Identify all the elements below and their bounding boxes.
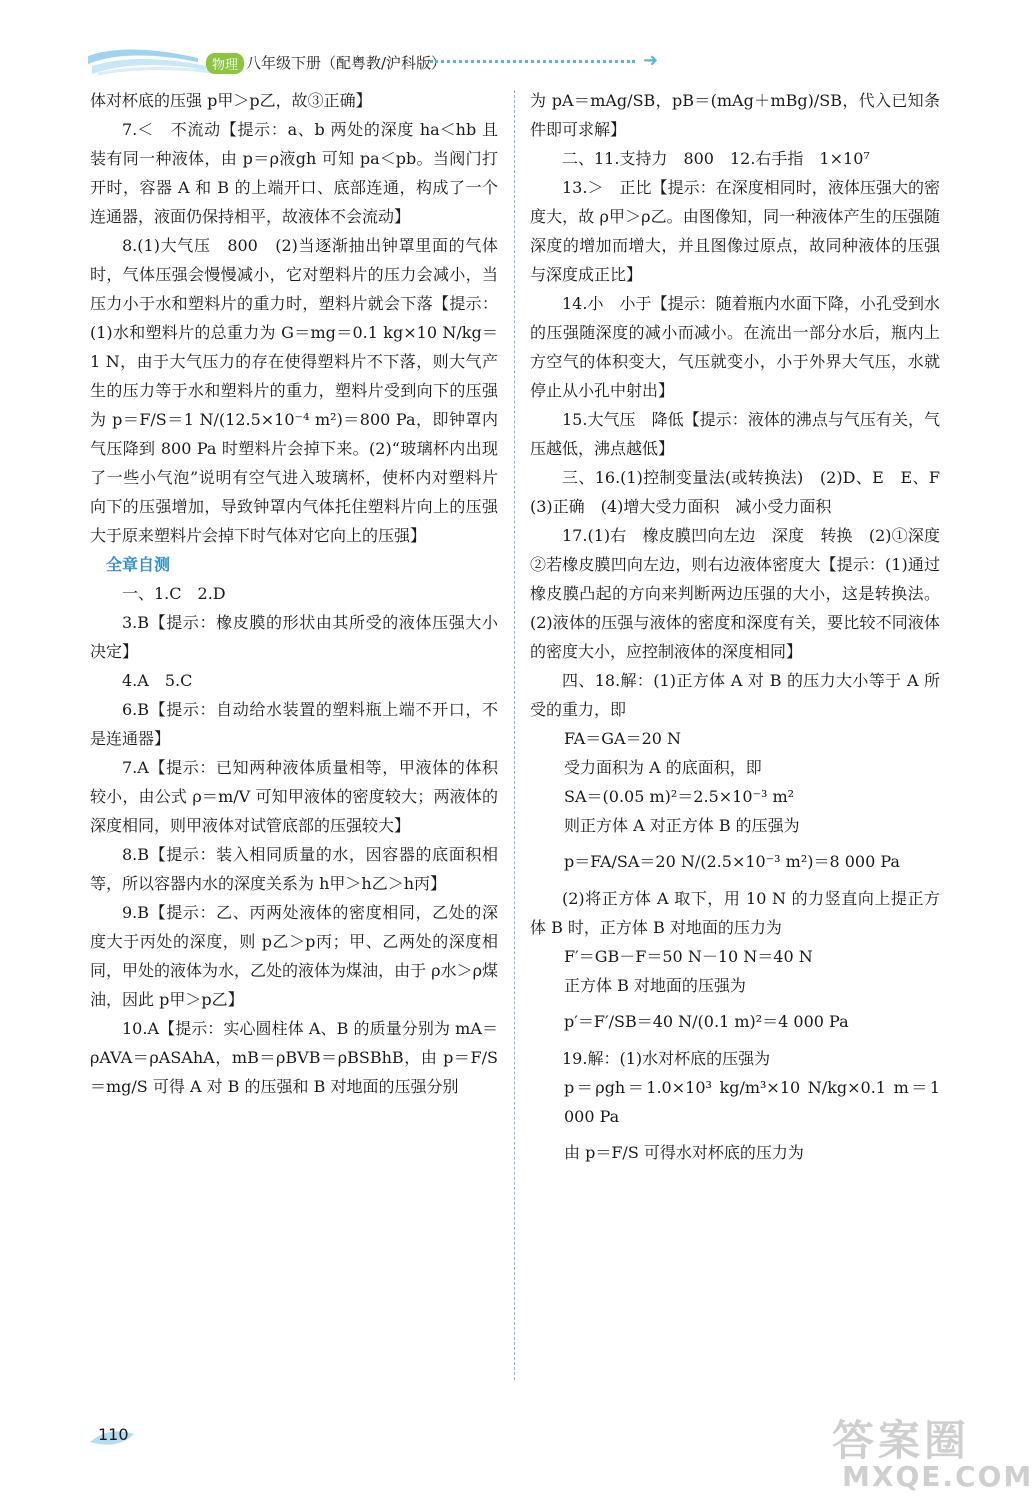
watermark-logo: 答案圈: [832, 1416, 971, 1465]
answer-13: 13.＞ 正比【提示：在深度相同时，液体压强大的密度大，故 ρ甲＞ρ乙。由图像知，同一种液体产生的压强随深度的增加而增大，并且图像过原点，故同种液体的压强与深度成正比】: [530, 178, 940, 284]
answer-8b: 8.B【提示：装入相同质量的水，因容器的底面积相等，所以容器内水的深度关系为 h甲＞h乙＞h丙】: [90, 845, 498, 893]
page-number: [88, 1420, 138, 1450]
answer-19: 19.解：(1)水对杯底的压强为: [562, 1049, 771, 1068]
solution-line: 则正方体 A 对正方体 B 的压强为: [564, 816, 800, 835]
solution-line: (2)将正方体 A 取下，用 10 N 的力竖直向上提正方体 B 时，正方体 B 对地面的压力为: [530, 889, 940, 937]
right-column: [530, 86, 957, 1175]
answer-8: 8.(1)大气压 800 (2)当逐渐抽出钟罩里面的气体时，气体压强会慢慢减小，它对塑料片的压力会减小，当压力小于水和塑料片的重力时，塑料片就会下落【提示：(1)水和塑料片的总重力为 G＝mg＝0.1 kg×10 N/kg＝1 N，由于大气压力的存在使得塑料片不下落，则大气产生的压力等于水和塑料片的重力，塑料片受到向下的压强为 p＝F/S＝1 N/(12.5×10⁻⁴ m²)＝800 Pa，即钟罩内气压降到 800 Pa 时塑料片会掉下来。(2)“玻璃杯内出现了一些小气泡”说明有空气进入玻璃杯，使杯内对塑料片向下的压强增加，导致钟罩内气体托住塑料片向上的压强大于原来塑料片会掉下时气体对它向上的压强】: [90, 236, 498, 545]
answer-3: 3.B【提示：橡皮膜的形状由其所受的液体压强大小决定】: [90, 613, 498, 661]
answer-17: 17.(1)右 橡皮膜凹向左边 深度 转换 (2)①深度 ②若橡皮膜凹向左边，则右边液体密度大【提示：(1)通过橡皮膜凸起的方向来判断两边压强的大小，这是转换法。(2)液体的压强与液体的密度和深度有关，要比较不同液体的密度大小，应控制液体的深度相同】: [530, 526, 957, 661]
equation-line: SA＝(0.05 m)²＝2.5×10⁻³ m²: [564, 787, 795, 806]
header-dotted-line: [430, 60, 635, 67]
column-divider: [514, 90, 515, 1380]
arrow-right-icon: ➜: [643, 50, 659, 71]
watermark: [822, 1408, 1033, 1498]
answer-line: 体对杯底的压强 p甲＞p乙，故③正确】: [90, 91, 372, 110]
answer-9: 9.B【提示：乙、丙两处液体的密度相同，乙处的深度大于丙处的深度，则 p乙＞p丙；甲、乙两处的深度相同，甲处的液体为水，乙处的液体为煤油，由于 ρ水＞ρ煤油，因此 p甲＞p乙】: [90, 903, 498, 1009]
equation-line: p＝ρgh＝1.0×10³ kg/m³×10 N/kg×0.1 m＝1 000 Pa: [564, 1078, 940, 1126]
book-title: 八年级下册（配粤教/沪科版）: [246, 54, 447, 72]
answer-6: 6.B【提示：自动给水装置的塑料瓶上端不开口，不是连通器】: [90, 700, 498, 748]
answer-16: 三、16.(1)控制变量法(或转换法) (2)D、E E、F (3)正确 (4)增大受力面积 减小受力面积: [530, 468, 957, 516]
header-swoosh-decoration: [88, 44, 218, 84]
watermark-url: MXQE.COM: [842, 1460, 1033, 1493]
equation-line: p＝FA/SA＝20 N/(2.5×10⁻³ m²)＝8 000 Pa: [564, 852, 900, 871]
answer-7b: 7.A【提示：已知两种液体质量相等，甲液体的体积较小，由公式 ρ＝m/V 可知甲液体的密度较大；两液体的深度相同，则甲液体对试管底部的压强较大】: [90, 758, 498, 835]
equation-line: FA＝GA＝20 N: [564, 729, 682, 748]
subject-badge: 物理: [206, 53, 244, 74]
page-number-text: 110: [98, 1425, 129, 1444]
answer-4-5: 4.A 5.C: [122, 671, 193, 690]
answer-18: 四、18.解：(1)正方体 A 对 B 的压力大小等于 A 所受的重力，即: [530, 671, 940, 719]
answer-14: 14.小 小于【提示：随着瓶内水面下降，小孔受到水的压强随深度的减小而减小。在流出一部分水后，瓶内上方空气的体积变大，气压就变小，小于外界大气压，水就停止从小孔中射出】: [530, 294, 940, 400]
answer-10: 10.A【提示：实心圆柱体 A、B 的质量分别为 mA＝ρAVA＝ρASAhA，mB＝ρBVB＝ρBSBhB，由 p＝F/S＝mg/S 可得 A 对 B 的压强和 B 对地面的压强分别: [90, 1019, 498, 1096]
section-heading: 全章自测: [106, 555, 171, 574]
equation-line: F′＝GB－F＝50 N－10 N＝40 N: [564, 947, 813, 966]
solution-line: 由 p＝F/S 可得水对杯底的压力为: [564, 1143, 804, 1162]
answer-1-2: 一、1.C 2.D: [122, 584, 226, 603]
equation-line: p′＝F′/SB＝40 N/(0.1 m)²＝4 000 Pa: [564, 1012, 849, 1031]
page-header: [88, 44, 659, 84]
left-column: [90, 86, 498, 1101]
solution-line: 受力面积为 A 的底面积，即: [564, 758, 762, 777]
answer-11-12: 二、11.支持力 800 12.右手指 1×10⁷: [562, 149, 870, 168]
answer-7: 7.＜ 不流动【提示：a、b 两处的深度 ha＜hb 且装有同一种液体，由 p＝ρ液gh 可知 pa＜pb。当阀门打开时，容器 A 和 B 的上端开口、底部连通，构成了一个连通器，液面仍保持相平，故液体不会流动】: [90, 120, 498, 226]
answer-10-cont: 为 pA＝mAg/SB，pB＝(mAg＋mBg)/SB，代入已知条件即可求解】: [530, 91, 940, 139]
answer-15: 15.大气压 降低【提示：液体的沸点与气压有关，气压越低，沸点越低】: [530, 410, 940, 458]
solution-line: 正方体 B 对地面的压强为: [564, 976, 746, 995]
